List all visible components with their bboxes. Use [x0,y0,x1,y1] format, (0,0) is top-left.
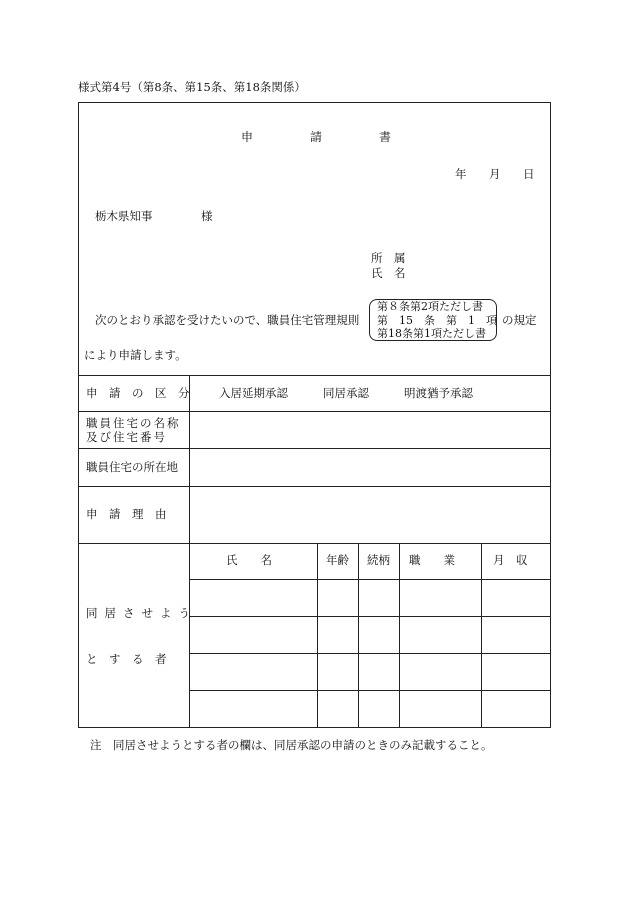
cohabitant-col-divider [481,543,482,727]
cohabitant-row-divider [189,579,551,580]
housing-location-field[interactable] [190,449,550,486]
housing-name-label-2: 及び住宅番号 [86,430,167,444]
title-char-1: 申 [241,130,254,144]
body-line-2: により申請します。 [84,348,187,362]
category-option-cohabitation[interactable]: 同居承認 [323,386,369,400]
header-age: 年齢 [326,553,349,567]
row-divider [78,375,551,376]
housing-name-field[interactable] [190,412,550,448]
rule-option-1: 第８条第2項ただし書 [377,300,483,313]
category-option-vacate-deferral[interactable]: 明渡猶予承認 [404,386,473,400]
cohabitant-label-2: と す る 者 [86,652,167,666]
date-day: 日 [523,167,535,181]
date-month: 月 [489,167,501,181]
date-year: 年 [455,167,467,181]
applicant-affiliation: 所 属 [371,251,406,265]
cohabitant-row-divider [189,616,551,617]
cohabitant-col-divider [399,543,400,727]
addressee-name: 栃木県知事 [95,209,153,223]
rule-option-3: 第18条第1項ただし書 [377,327,486,340]
body-lead-text: 次のとおり承認を受けたいので、職員住宅管理規則 [95,313,360,327]
cohabitant-label-1: 同居させよう [86,606,197,620]
addressee-honorific: 様 [201,209,213,223]
cohabitant-row-divider [189,690,551,691]
rule-option-2: 第 15 条 第 1 項 [377,314,497,327]
header-relationship: 続柄 [367,553,390,567]
reason-field[interactable] [190,487,550,543]
body-tail-text: の規定 [502,313,537,327]
title-char-3: 書 [379,130,392,144]
applicant-name: 氏 名 [371,266,406,280]
housing-location-label: 職員住宅の所在地 [86,460,178,474]
header-monthly-income: 月 収 [493,553,528,567]
title-char-2: 請 [310,130,323,144]
category-label: 申 請 の 区 分 [86,386,190,400]
cohabitant-col-divider [358,543,359,727]
header-name: 氏 名 [226,553,272,567]
housing-name-label-1: 職員住宅の名称 [86,416,181,430]
cohabitant-col-divider [317,543,318,727]
category-option-move-in-delay[interactable]: 入居延期承認 [219,386,288,400]
form-number: 様式第4号（第8条、第15条、第18条関係） [78,80,306,94]
footnote: 注 同居させようとする者の欄は、同居承認の申請のときのみ記載すること。 [90,738,493,752]
cohabitant-row-divider [189,653,551,654]
reason-label: 申 請 理 由 [86,507,167,521]
header-occupation: 職 業 [409,553,455,567]
